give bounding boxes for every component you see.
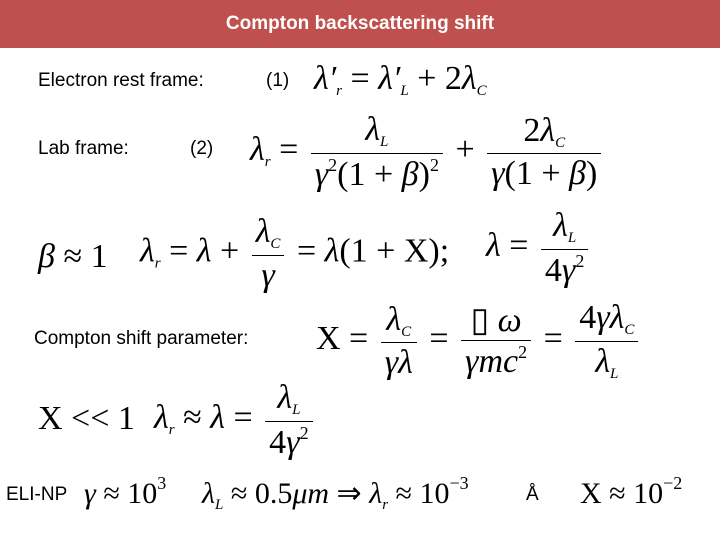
equation-4-fraction: $\frac{\lambda_L}{4\gamma^2}$: [541, 208, 588, 288]
equation-2: $\lambda_r$ = $\frac{\lambda_L}{\gamma^2(1 + \beta)^2}$ + $\frac{2\lambda_C}{\gamma(1 + \beta)}$: [250, 112, 605, 192]
x-much-less-than-one: X << 1: [38, 400, 135, 437]
eli-np-gamma: $\gamma \approx 10^3$: [84, 473, 167, 510]
equation-3: $\lambda_r = \lambda$ + $\frac{\lambda_C}{\gamma}$ = λ(1 + X);: [140, 213, 450, 294]
x-much-less-value: 1: [117, 400, 135, 437]
equation-4: λ = $\frac{\lambda_L}{4\gamma^2}$: [486, 208, 592, 288]
electron-rest-frame-label: Electron rest frame:: [38, 70, 204, 91]
equation-1-tag: (1): [266, 70, 290, 91]
lab-frame-label: Lab frame:: [38, 138, 129, 159]
equation-6-fraction: $\frac{\lambda_L}{4\gamma^2}$: [265, 380, 312, 460]
equation-2-tag: (2): [190, 138, 214, 159]
eli-np-label: ELI-NP: [6, 484, 68, 505]
equation-2-first-fraction: $\frac{\lambda_L}{\gamma^2(1 + \beta)^2}$: [311, 112, 443, 192]
compton-shift-parameter-label: Compton shift parameter:: [34, 328, 249, 349]
slide-title: Compton backscattering shift: [225, 13, 495, 34]
equation-2-second-fraction: $\frac{2\lambda_C}{\gamma(1 + \beta)}$: [487, 113, 601, 192]
equation-5: X = $\frac{\lambda_C}{\gamma\lambda}$ = $\frac{▯ \omega}{\gamma mc^2}$ = $\frac{4\gamma\lambda_C}{\lambda_L}$: [316, 300, 642, 383]
equation-3-fraction: $\frac{\lambda_C}{\gamma}$: [252, 214, 285, 293]
beta-approximation: β ≈ 1: [38, 238, 108, 275]
equation-5-fraction-3: $\frac{4\gamma\lambda_C}{\lambda_L}$: [575, 300, 638, 383]
angstrom-unit: Å: [526, 484, 539, 505]
beta-approx-value: 1: [90, 238, 108, 275]
equation-5-fraction-1: $\frac{\lambda_C}{\gamma\lambda}$: [381, 302, 417, 381]
title-bar: [0, 0, 720, 48]
eli-np-lambda-l: $\lambda_L \approx 0.5\mu m$ ⇒ $\lambda_r \approx 10^{-3}$: [202, 473, 469, 513]
equation-5-fraction-2: $\frac{▯ \omega}{\gamma mc^2}$: [461, 303, 531, 380]
eli-np-x: $X \approx 10^{-2}$: [580, 473, 683, 510]
equation-1: $\lambda'_r = \lambda'_L + 2\lambda_C$: [314, 60, 487, 99]
equation-6: $\lambda_r \approx \lambda$ = $\frac{\lambda_L}{4\gamma^2}$: [154, 380, 317, 460]
